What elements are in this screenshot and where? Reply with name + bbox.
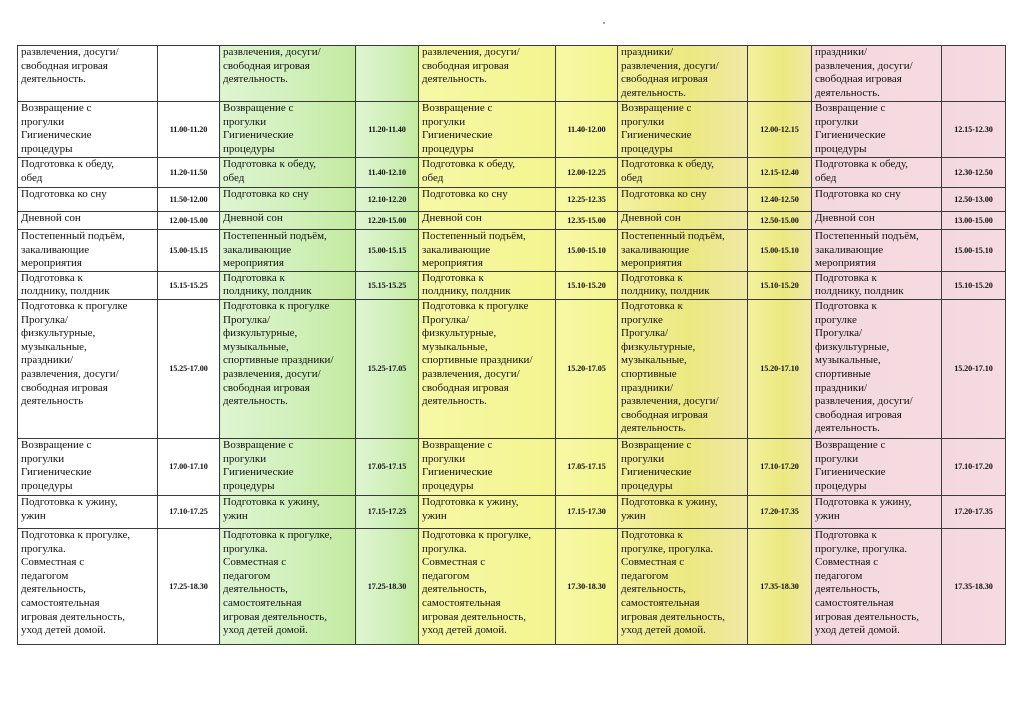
time-cell-group-2: 12.10-12.20 xyxy=(356,188,419,212)
time-cell-group-4: 12.15-12.40 xyxy=(748,158,812,188)
time-cell-group-4 xyxy=(748,46,812,102)
time-cell-group-1: 17.25-18.30 xyxy=(158,528,220,644)
time-cell-group-1: 17.00-17.10 xyxy=(158,438,220,495)
table-row xyxy=(18,528,1006,644)
time-cell-group-5: 12.15-12.30 xyxy=(942,102,1006,158)
activity-cell-group-1: Возвращение с прогулки Гигиенические процедуры xyxy=(18,102,158,158)
time-cell-group-4: 15.20-17.10 xyxy=(748,299,812,438)
time-cell-group-3: 12.35-15.00 xyxy=(556,212,618,230)
activity-cell-group-5: Возвращение с прогулки Гигиенические процедуры xyxy=(812,438,942,495)
activity-cell-group-2: Подготовка к прогулке, прогулка. Совместная с педагогом деятельность, самостоятельная игровая деятельность, уход детей домой. xyxy=(220,528,356,644)
time-cell-group-2: 15.25-17.05 xyxy=(356,299,419,438)
activity-cell-group-1: Подготовка к полднику, полдник xyxy=(18,271,158,299)
activity-cell-group-5: праздники/ развлечения, досуги/ свободная игровая деятельность. xyxy=(812,46,942,102)
time-cell-group-1: 15.25-17.00 xyxy=(158,299,220,438)
scan-speck xyxy=(603,22,605,24)
time-cell-group-2 xyxy=(356,46,419,102)
activity-cell-group-3: Подготовка к обеду, обед xyxy=(419,158,556,188)
time-cell-group-1: 15.00-15.15 xyxy=(158,230,220,272)
activity-cell-group-1: Дневной сон xyxy=(18,212,158,230)
activity-cell-group-5: Подготовка к полднику, полдник xyxy=(812,271,942,299)
time-cell-group-3: 17.30-18.30 xyxy=(556,528,618,644)
time-cell-group-5: 15.20-17.10 xyxy=(942,299,1006,438)
activity-cell-group-2: развлечения, досуги/ свободная игровая деятельность. xyxy=(220,46,356,102)
activity-cell-group-1: Постепенный подъём, закаливающие мероприятия xyxy=(18,230,158,272)
activity-cell-group-5: Постепенный подъём, закаливающие мероприятия xyxy=(812,230,942,272)
table-row xyxy=(18,188,1006,212)
table-row xyxy=(18,495,1006,528)
activity-cell-group-2: Подготовка ко сну xyxy=(220,188,356,212)
time-cell-group-3: 12.00-12.25 xyxy=(556,158,618,188)
activity-cell-group-1: развлечения, досуги/ свободная игровая деятельность. xyxy=(18,46,158,102)
time-cell-group-3 xyxy=(556,46,618,102)
time-cell-group-3: 15.10-15.20 xyxy=(556,271,618,299)
table-row xyxy=(18,102,1006,158)
time-cell-group-1: 11.50-12.00 xyxy=(158,188,220,212)
time-cell-group-4: 12.40-12.50 xyxy=(748,188,812,212)
activity-cell-group-4: Подготовка к полднику, полдник xyxy=(618,271,748,299)
activity-cell-group-1: Возвращение с прогулки Гигиенические процедуры xyxy=(18,438,158,495)
activity-cell-group-3: Подготовка ко сну xyxy=(419,188,556,212)
time-cell-group-5: 12.30-12.50 xyxy=(942,158,1006,188)
activity-cell-group-4: Дневной сон xyxy=(618,212,748,230)
activity-cell-group-3: Подготовка к прогулке Прогулка/ физкультурные, музыкальные, спортивные праздники/ развлечения, досуги/ свободная игровая деятельность. xyxy=(419,299,556,438)
activity-cell-group-5: Подготовка к прогулке Прогулка/ физкультурные, музыкальные, спортивные праздники/ развлечения, досуги/ свободная игровая деятельность. xyxy=(812,299,942,438)
activity-cell-group-4: Подготовка к прогулке Прогулка/ физкультурные, музыкальные, спортивные праздники/ развлечения, досуги/ свободная игровая деятельность. xyxy=(618,299,748,438)
time-cell-group-2: 17.05-17.15 xyxy=(356,438,419,495)
time-cell-group-5: 15.10-15.20 xyxy=(942,271,1006,299)
activity-cell-group-1: Подготовка к ужину, ужин xyxy=(18,495,158,528)
time-cell-group-2: 15.15-15.25 xyxy=(356,271,419,299)
activity-cell-group-1: Подготовка к прогулке, прогулка. Совместная с педагогом деятельность, самостоятельная игровая деятельность, уход детей домой. xyxy=(18,528,158,644)
time-cell-group-5: 12.50-13.00 xyxy=(942,188,1006,212)
activity-cell-group-2: Возвращение с прогулки Гигиенические процедуры xyxy=(220,102,356,158)
time-cell-group-1 xyxy=(158,46,220,102)
daily-schedule-table xyxy=(17,45,1006,645)
activity-cell-group-3: Постепенный подъём, закаливающие мероприятия xyxy=(419,230,556,272)
activity-cell-group-3: Подготовка к ужину, ужин xyxy=(419,495,556,528)
time-cell-group-2: 11.40-12.10 xyxy=(356,158,419,188)
activity-cell-group-3: Дневной сон xyxy=(419,212,556,230)
activity-cell-group-4: Возвращение с прогулки Гигиенические процедуры xyxy=(618,438,748,495)
time-cell-group-4: 17.20-17.35 xyxy=(748,495,812,528)
activity-cell-group-5: Подготовка к прогулке, прогулка. Совместная с педагогом деятельность, самостоятельная игровая деятельность, уход детей домой. xyxy=(812,528,942,644)
time-cell-group-4: 12.50-15.00 xyxy=(748,212,812,230)
time-cell-group-1: 12.00-15.00 xyxy=(158,212,220,230)
table-row xyxy=(18,299,1006,438)
time-cell-group-5 xyxy=(942,46,1006,102)
activity-cell-group-4: Подготовка к обеду, обед xyxy=(618,158,748,188)
activity-cell-group-4: Подготовка ко сну xyxy=(618,188,748,212)
activity-cell-group-5: Подготовка к обеду, обед xyxy=(812,158,942,188)
activity-cell-group-2: Подготовка к полднику, полдник xyxy=(220,271,356,299)
table-row xyxy=(18,438,1006,495)
activity-cell-group-3: Возвращение с прогулки Гигиенические процедуры xyxy=(419,438,556,495)
time-cell-group-5: 17.10-17.20 xyxy=(942,438,1006,495)
time-cell-group-2: 15.00-15.15 xyxy=(356,230,419,272)
time-cell-group-5: 17.35-18.30 xyxy=(942,528,1006,644)
time-cell-group-2: 11.20-11.40 xyxy=(356,102,419,158)
activity-cell-group-4: Подготовка к прогулке, прогулка. Совместная с педагогом деятельность, самостоятельная игровая деятельность, уход детей домой. xyxy=(618,528,748,644)
time-cell-group-1: 15.15-15.25 xyxy=(158,271,220,299)
time-cell-group-5: 15.00-15.10 xyxy=(942,230,1006,272)
table-row xyxy=(18,158,1006,188)
activity-cell-group-2: Подготовка к прогулке Прогулка/ физкультурные, музыкальные, спортивные праздники/ развлечения, досуги/ свободная игровая деятельность. xyxy=(220,299,356,438)
time-cell-group-1: 17.10-17.25 xyxy=(158,495,220,528)
time-cell-group-3: 15.20-17.05 xyxy=(556,299,618,438)
activity-cell-group-2: Подготовка к ужину, ужин xyxy=(220,495,356,528)
activity-cell-group-3: Подготовка к полднику, полдник xyxy=(419,271,556,299)
activity-cell-group-1: Подготовка к прогулке Прогулка/ физкультурные, музыкальные, праздники/ развлечения, досуги/ свободная игровая деятельность xyxy=(18,299,158,438)
time-cell-group-4: 12.00-12.15 xyxy=(748,102,812,158)
table-row xyxy=(18,271,1006,299)
table-row xyxy=(18,212,1006,230)
activity-cell-group-4: Постепенный подъём, закаливающие мероприятия xyxy=(618,230,748,272)
time-cell-group-2: 17.25-18.30 xyxy=(356,528,419,644)
time-cell-group-4: 15.10-15.20 xyxy=(748,271,812,299)
time-cell-group-3: 11.40-12.00 xyxy=(556,102,618,158)
time-cell-group-3: 17.15-17.30 xyxy=(556,495,618,528)
time-cell-group-3: 15.00-15.10 xyxy=(556,230,618,272)
activity-cell-group-3: Возвращение с прогулки Гигиенические процедуры xyxy=(419,102,556,158)
activity-cell-group-2: Дневной сон xyxy=(220,212,356,230)
activity-cell-group-2: Подготовка к обеду, обед xyxy=(220,158,356,188)
activity-cell-group-5: Подготовка к ужину, ужин xyxy=(812,495,942,528)
time-cell-group-4: 17.10-17.20 xyxy=(748,438,812,495)
activity-cell-group-5: Дневной сон xyxy=(812,212,942,230)
activity-cell-group-4: Возвращение с прогулки Гигиенические процедуры xyxy=(618,102,748,158)
time-cell-group-2: 17.15-17.25 xyxy=(356,495,419,528)
time-cell-group-1: 11.20-11.50 xyxy=(158,158,220,188)
activity-cell-group-4: Подготовка к ужину, ужин xyxy=(618,495,748,528)
activity-cell-group-1: Подготовка к обеду, обед xyxy=(18,158,158,188)
time-cell-group-5: 17.20-17.35 xyxy=(942,495,1006,528)
activity-cell-group-5: Возвращение с прогулки Гигиенические процедуры xyxy=(812,102,942,158)
activity-cell-group-4: праздники/ развлечения, досуги/ свободная игровая деятельность. xyxy=(618,46,748,102)
table-row xyxy=(18,230,1006,272)
time-cell-group-3: 12.25-12.35 xyxy=(556,188,618,212)
activity-cell-group-2: Возвращение с прогулки Гигиенические процедуры xyxy=(220,438,356,495)
time-cell-group-4: 17.35-18.30 xyxy=(748,528,812,644)
activity-cell-group-5: Подготовка ко сну xyxy=(812,188,942,212)
activity-cell-group-1: Подготовка ко сну xyxy=(18,188,158,212)
activity-cell-group-2: Постепенный подъём, закаливающие мероприятия xyxy=(220,230,356,272)
time-cell-group-4: 15.00-15.10 xyxy=(748,230,812,272)
time-cell-group-1: 11.00-11.20 xyxy=(158,102,220,158)
table-row xyxy=(18,46,1006,102)
time-cell-group-3: 17.05-17.15 xyxy=(556,438,618,495)
activity-cell-group-3: развлечения, досуги/ свободная игровая деятельность. xyxy=(419,46,556,102)
time-cell-group-5: 13.00-15.00 xyxy=(942,212,1006,230)
activity-cell-group-3: Подготовка к прогулке, прогулка. Совместная с педагогом деятельность, самостоятельная игровая деятельность, уход детей домой. xyxy=(419,528,556,644)
time-cell-group-2: 12.20-15.00 xyxy=(356,212,419,230)
